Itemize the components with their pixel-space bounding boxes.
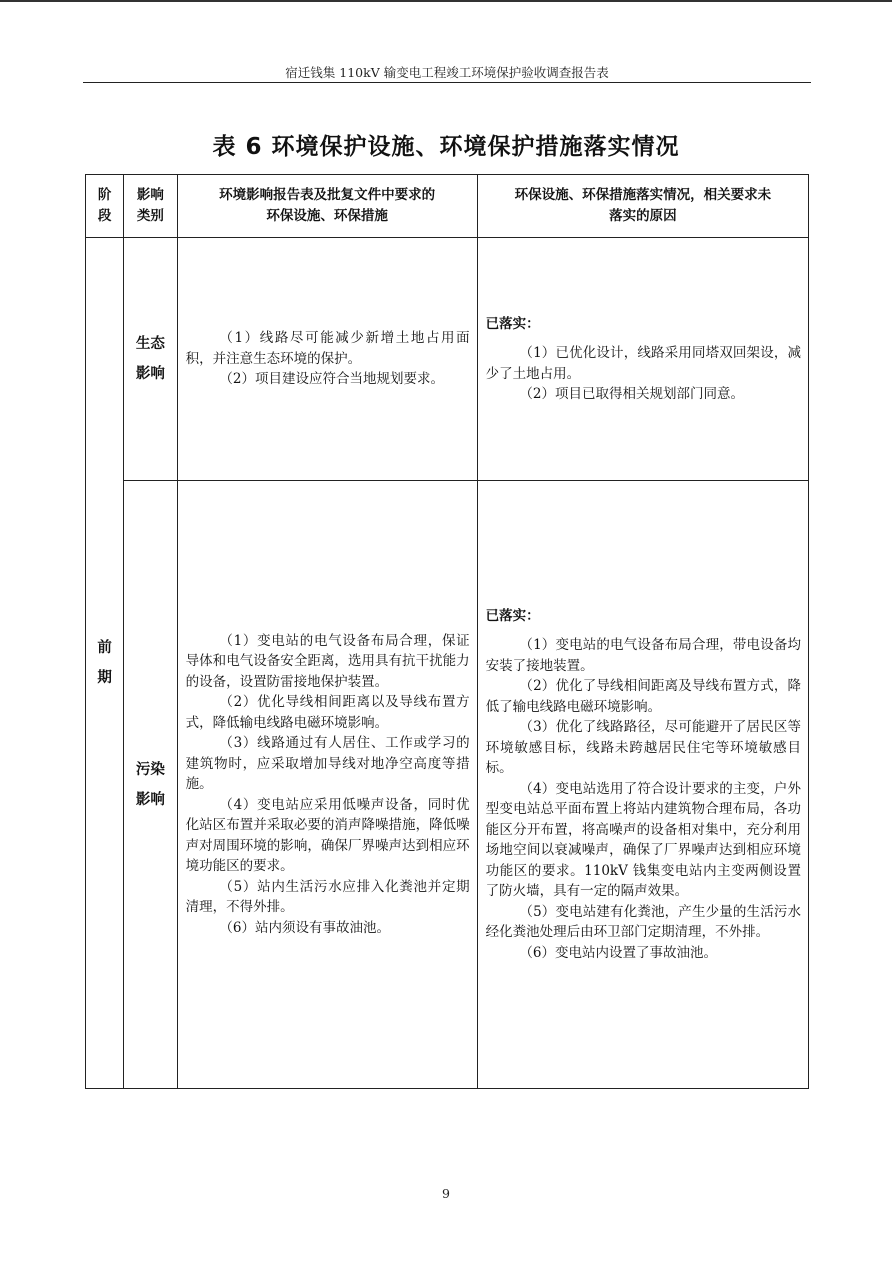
header-rule: [83, 82, 811, 83]
requirements-cell: [177, 481, 477, 1089]
implementation-item: （1）已优化设计，线路采用同塔双回架设，减少了土地占用。: [485, 345, 801, 382]
header-implementation: 环保设施、环保措施落实情况，相关要求未 落实的原因: [477, 175, 808, 238]
implementation-item: （1）变电站的电气设备布局合理，带电设备均安装了接地装置。: [485, 637, 801, 674]
table-header-row: [86, 175, 809, 238]
implementation-status: 已落实：: [485, 607, 540, 624]
top-border-line: [0, 0, 892, 2]
requirements-cell: [177, 238, 477, 481]
requirement-item: （2）优化导线相间距离以及导线布置方式，降低输电线路电磁环境影响。: [185, 694, 470, 731]
implementation-status: 已落实：: [485, 315, 540, 332]
requirement-item: （1）变电站的电气设备布局合理，保证导体和电气设备安全距离，选用具有抗干扰能力的设备，设置防雷接地保护装置。: [185, 632, 470, 690]
implementation-item: （3）优化了线路路径，尽可能避开了居民区等环境敏感目标，线路未跨越居民住宅等环境敏感目标。: [485, 719, 801, 777]
table-row-ecology: [86, 238, 809, 481]
page-number: 9: [442, 1186, 450, 1201]
implementation-item: （2）优化了导线相间距离及导线布置方式，降低了输电线路电磁环境影响。: [485, 678, 801, 715]
running-header: 宿迁钱集 110kV 输变电工程竣工环境保护验收调查报告表: [285, 65, 609, 80]
implementation-item: （5）变电站建有化粪池，产生少量的生活污水经化粪池处理后由环卫部门定期清理，不外排。: [485, 903, 801, 941]
header-requirements: 环境影响报告表及批复文件中要求的 环保设施、环保措施: [177, 175, 477, 238]
impact-type-cell: 生态 影响: [124, 238, 177, 481]
header-stage: 阶 段: [86, 175, 124, 238]
requirement-item: （1）线路尽可能减少新增土地占用面积，并注意生态环境的保护。: [185, 330, 470, 367]
implementation-cell: [477, 481, 808, 1089]
implementation-cell: [477, 238, 808, 481]
table-title: 表 6 环境保护设施、环境保护措施落实情况: [212, 134, 680, 160]
requirement-item: （6）站内须设有事故油池。: [219, 919, 390, 936]
requirement-item: （2）项目建设应符合当地规划要求。: [219, 371, 444, 388]
implementation-item: （6）变电站内设置了事故油池。: [519, 944, 718, 961]
requirement-item: （3）线路通过有人居住、工作或学习的建筑物时，应采取增加导线对地净空高度等措施。: [185, 735, 470, 793]
header-impact-type: 影响 类别: [124, 175, 177, 238]
requirement-item: （5）站内生活污水应排入化粪池并定期清理，不得外排。: [185, 878, 470, 916]
measures-table: [85, 174, 809, 1089]
requirement-item: （4）变电站应采用低噪声设备，同时优化站区布置并采取必要的消声降噪措施，降低噪声对周围环境的影响，确保厂界噪声达到相应环境功能区的要求。: [185, 796, 470, 875]
impact-type-cell: 污染 影响: [124, 481, 177, 1089]
table-row-pollution: [86, 481, 809, 1089]
implementation-item: （2）项目已取得相关规划部门同意。: [519, 386, 745, 402]
stage-cell: 前 期: [86, 238, 124, 1089]
implementation-item: （4）变电站选用了符合设计要求的主变，户外型变电站总平面布置上将站内建筑物合理布局，各功能区分开布置，将高噪声的设备相对集中，充分利用场地空间以衰减噪声，确保了厂界噪声达到相应环境功能区的要求。110kV 钱集变电站内主变两侧设置了防火墙，具有一定的隔声效果。: [485, 780, 801, 900]
